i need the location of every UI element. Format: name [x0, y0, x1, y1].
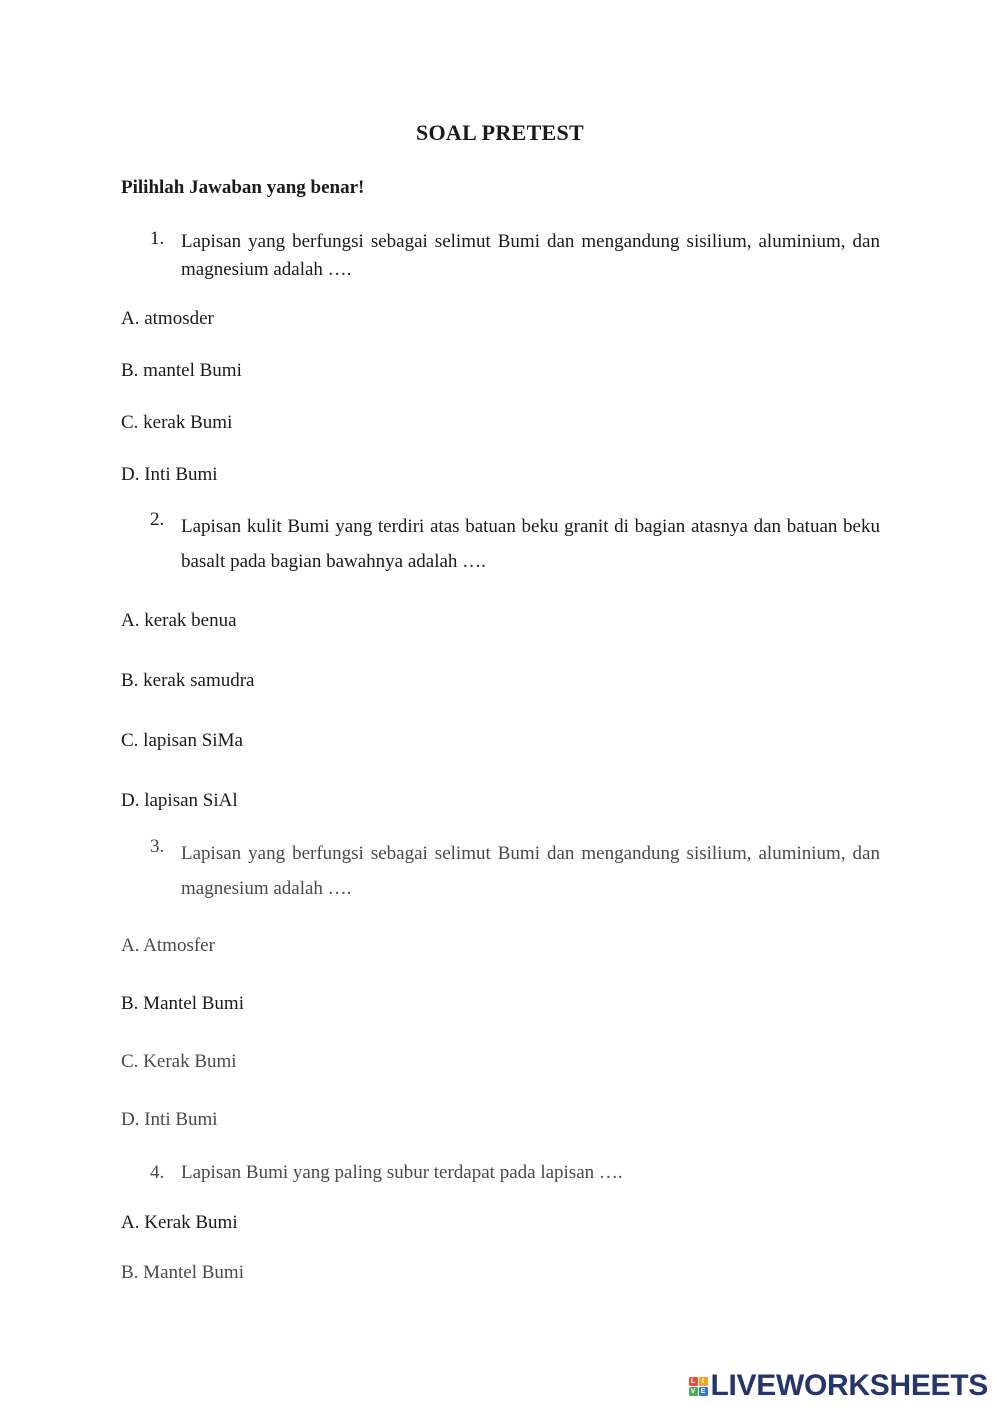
q1-option-b[interactable]: B. mantel Bumi: [121, 360, 242, 381]
q4-option-a[interactable]: A. Kerak Bumi: [121, 1212, 238, 1233]
question-4: [150, 1162, 880, 1184]
q3-option-b[interactable]: B. Mantel Bumi: [121, 993, 244, 1014]
question-number: 1.: [150, 228, 165, 249]
question-1: [150, 228, 880, 284]
page-title: SOAL PRETEST: [415, 120, 585, 145]
question-2: [150, 509, 880, 579]
logo-letter-l: L: [689, 1377, 698, 1386]
logo-letter-i: I: [699, 1377, 708, 1386]
logo-letter-v: V: [689, 1387, 698, 1396]
q1-option-c[interactable]: C. kerak Bumi: [121, 412, 233, 433]
q4-option-b[interactable]: B. Mantel Bumi: [121, 1262, 244, 1283]
question-text: Lapisan Bumi yang paling subur terdapat pada lapisan ….: [181, 1162, 623, 1183]
q1-option-a[interactable]: A. atmosder: [121, 308, 214, 329]
logo-text: LIVEWORKSHEETS: [710, 1369, 988, 1402]
question-number: 4.: [150, 1162, 165, 1183]
q2-option-d[interactable]: D. lapisan SiAl: [121, 790, 238, 811]
question-number: 3.: [150, 836, 165, 857]
question-number: 2.: [150, 509, 165, 530]
q2-option-a[interactable]: A. kerak benua: [121, 610, 237, 631]
question-text: Lapisan yang berfungsi sebagai selimut Bumi dan mengandung sisilium, aluminium, dan magnesium adalah ….: [181, 843, 880, 899]
q1-option-d[interactable]: D. Inti Bumi: [121, 464, 218, 485]
logo-grid-icon: [689, 1377, 708, 1396]
q3-option-a[interactable]: A. Atmosfer: [121, 935, 215, 956]
q2-option-c[interactable]: C. lapisan SiMa: [121, 730, 243, 751]
logo-letter-e: E: [699, 1387, 708, 1396]
question-text: Lapisan yang berfungsi sebagai selimut Bumi dan mengandung sisilium, aluminium, dan magnesium adalah ….: [181, 231, 880, 280]
liveworksheets-logo[interactable]: [689, 1370, 989, 1402]
q3-option-d[interactable]: D. Inti Bumi: [121, 1109, 218, 1130]
q2-option-b[interactable]: B. kerak samudra: [121, 670, 255, 691]
question-3: [150, 836, 880, 906]
instruction: Pilihlah Jawaban yang benar!: [121, 177, 365, 198]
q3-option-c[interactable]: C. Kerak Bumi: [121, 1051, 237, 1072]
question-text: Lapisan kulit Bumi yang terdiri atas batuan beku granit di bagian atasnya dan batuan beku basalt pada bagian bawahnya adalah ….: [181, 516, 880, 572]
